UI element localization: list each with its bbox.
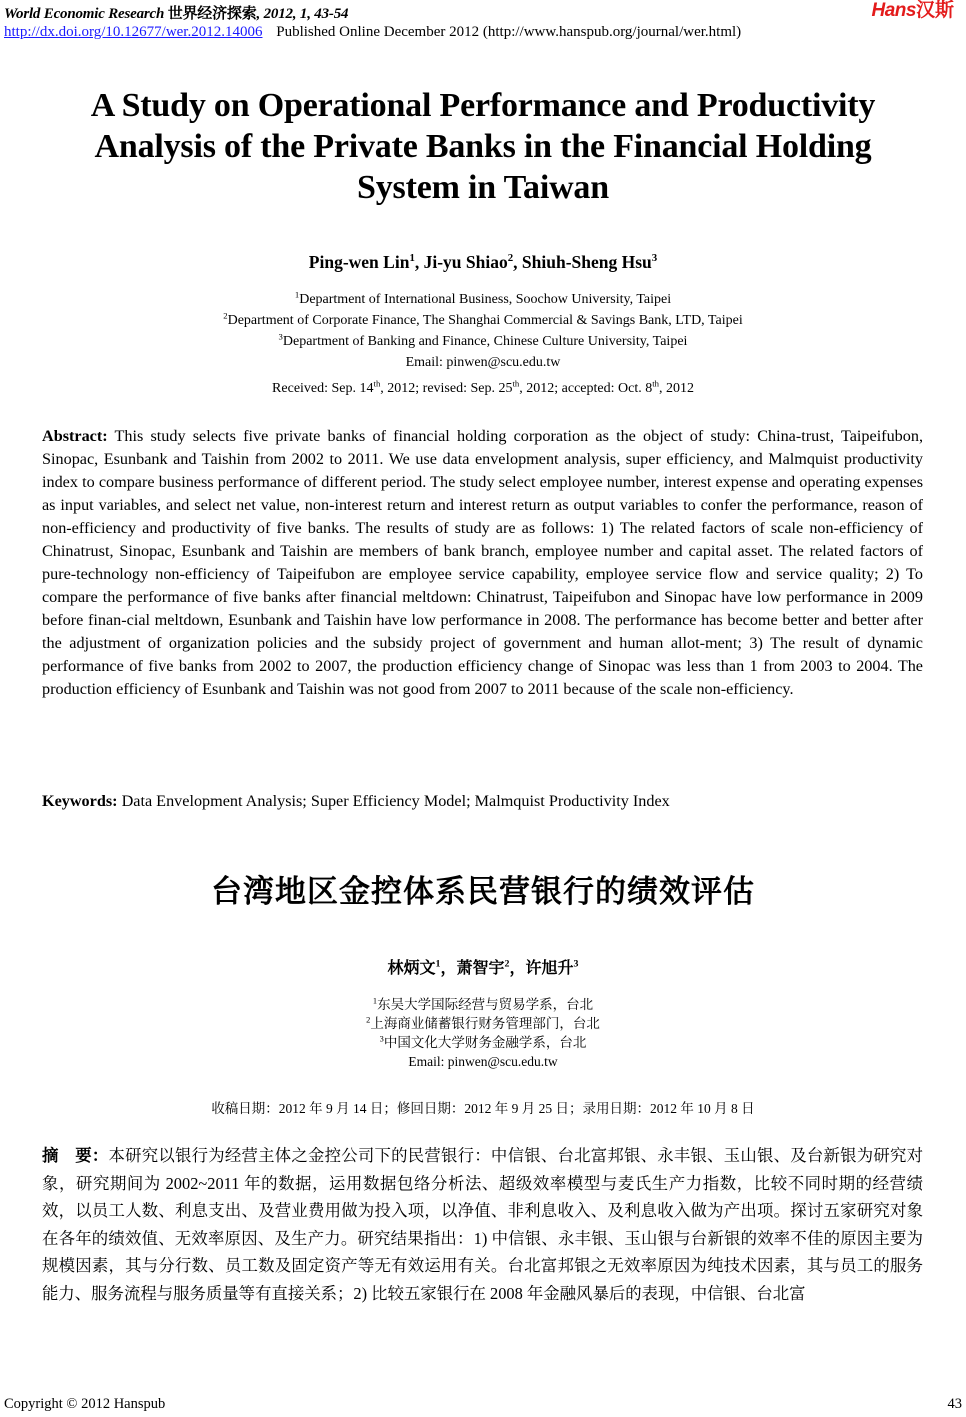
journal-header	[4, 2, 348, 23]
abstract-cn	[42, 1142, 923, 1308]
author-name: Shiuh-Sheng Hsu	[521, 252, 652, 272]
author-name: Ping-wen Lin	[308, 252, 410, 272]
doi-link[interactable]: http://dx.doi.org/10.12677/wer.2012.14006	[4, 24, 263, 40]
affiliation-item-cn	[0, 1033, 966, 1052]
affiliation-mark: 3	[278, 331, 283, 342]
author-email-cn: Email: pinwen@scu.edu.tw	[408, 1054, 558, 1069]
author-separator: ，	[509, 960, 526, 977]
affiliation-mark: 1	[372, 996, 378, 1006]
affiliation-item	[0, 310, 966, 331]
keywords-en	[42, 792, 923, 811]
received-dates-cn: 收稿日期：2012 年 9 月 14 日；修回日期：2012 年 9 月 25 日；录用日期：2012 年 10 月 8 日	[211, 1101, 755, 1116]
author-separator: ，	[440, 960, 457, 977]
received-dates	[0, 378, 966, 397]
received-text: Received: Sep. 14	[272, 381, 374, 396]
abstract-body-cn: 本研究以银行为经营主体之金控公司下的民营银行：中信银、台北富邦银、永丰银、玉山银、及台新银为研究对象，研究期间为 2002~2011 年的数据，运用数据包络分析法、超级效率模型与麦氏生产力指数，比较不同时期的经营绩效，以员工人数、利息支出、及营业费用做为投入项，以净值、非利息收入、及利息收入做为产出项。探讨五家研究对象在各年的绩效值、无效率原因、及生产力。研究结果指出：1) 中信银、永丰银、玉山银与台新银的效率不佳的原因主要为规模因素，其与分行数、员工数及固定资产等无有效运用有关。台北富邦银之无效率原因为纯技术因素，其与员工的服务能力、服务流程与服务质量等有直接关系；2) 比较五家银行在 2008 年金融风暴后的表现，中信银、台北富	[42, 1146, 924, 1303]
author-list-cn	[0, 955, 966, 978]
affiliation-text: Department of International Business, Soochow University, Taipei	[299, 292, 672, 307]
abstract-body: This study selects five private banks of financial holding corporation as the object of study: China-trust, Taipeifubon, Sinopac, Esunbank and Taishin from 2002 to 2011. We use data envelopment analysis, super efficiency, and Malmquist productivity index to compare business performance of different period. The study select employee number, interest expense and operating expenses as input variables, and select net value, non-interest return and interest return as output variables to confer the performance, reason of non-efficiency and productivity of five banks. The results of study are as follows: 1) The related factors of scale non-efficiency of Chinatrust, Sinopac, Esunbank and Taishin are members of bank branch, employee number and capital asset. The related factors of pure-technology non-efficiency of Taipeifubon are employee service capability, employee service flow and service quality; 2) To compare the performance of five banks after financial meltdown: Chinatrust, Taipeifubon and Sinopac have low performance in 2009 before finan-cial meltdown, Esunbank and Taishin have low performance in 2008. The performance has become better and better after the adjustment of organization policies and the subsidy project of government and human allot-ment; 3) The result of dynamic performance of five banks from 2002 to 2007, the production efficiency change of Sinopac was less than 1 from 2003 to 2004. The production efficiency of Esunbank and Taishin was not good from 2007 to 2011 because of the scale non-efficiency.	[42, 427, 923, 698]
affiliation-mark: 2	[223, 310, 228, 321]
affiliation-item-cn	[0, 995, 966, 1014]
author-name-cn: 萧智宇	[456, 960, 505, 977]
year-text: , 2012	[658, 381, 694, 396]
publication-info	[4, 24, 741, 41]
affiliation-mark: 2	[366, 1015, 371, 1025]
author-affiliation-mark: 1	[409, 252, 415, 265]
page-number: 43	[947, 1396, 962, 1412]
author-separator: ,	[414, 252, 424, 272]
ordinal-suffix: th	[652, 378, 659, 389]
author-name: Ji-yu Shiao	[423, 252, 508, 272]
paper-title: A Study on Operational Performance and Productivity Analysis of the Private Banks in the Financial Holding System in Taiwan	[90, 87, 876, 206]
abstract-label: Abstract:	[42, 427, 108, 445]
published-online-note: Published Online December 2012 (http://www.hanspub.org/journal/wer.html)	[276, 24, 742, 40]
author-affiliation-mark: 3	[651, 252, 658, 265]
affiliation-mark: 1	[294, 289, 300, 300]
author-affiliation-mark: 1	[435, 958, 441, 970]
ordinal-suffix: th	[512, 378, 520, 389]
keywords-body: Data Envelopment Analysis; Super Efficiency Model; Malmquist Productivity Index	[117, 792, 670, 810]
affiliation-item	[0, 289, 966, 310]
affiliation-mark: 3	[379, 1034, 384, 1044]
author-name-cn: 林炳文	[387, 960, 436, 977]
affiliation-text: 上海商业储蓄银行财务管理部门，台北	[370, 1016, 600, 1031]
affiliation-list	[0, 289, 966, 373]
affiliation-text: 东吴大学国际经营与贸易学系，台北	[377, 997, 594, 1012]
revised-text: , 2012; revised: Sep. 25	[380, 381, 513, 396]
abstract-en	[42, 425, 923, 701]
affiliation-text: Department of Corporate Finance, The Shanghai Commercial & Savings Bank, LTD, Taipei	[227, 313, 743, 328]
author-list	[0, 252, 966, 273]
keywords-label: Keywords:	[42, 792, 118, 810]
journal-name-en: World Economic Research	[4, 6, 165, 22]
affiliation-item-cn	[0, 1014, 966, 1033]
author-email: Email: pinwen@scu.edu.tw	[405, 355, 561, 370]
accepted-text: , 2012; accepted: Oct. 8	[519, 381, 653, 396]
affiliation-list-cn	[0, 995, 966, 1071]
affiliation-text: 中国文化大学财务金融学系，台北	[383, 1035, 587, 1050]
paper-title-cn: 台湾地区金控体系民营银行的绩效评估	[211, 874, 755, 910]
publisher-logo	[872, 0, 954, 22]
logo-text-en: Hans	[871, 0, 916, 21]
author-separator: ,	[513, 252, 522, 272]
ordinal-suffix: th	[373, 378, 381, 389]
author-name-cn: 许旭升	[525, 960, 574, 977]
journal-name-cn: 世界经济探索	[167, 6, 257, 22]
abstract-label-cn: 摘 要：	[42, 1146, 109, 1165]
journal-citation: , 2012, 1, 43-54	[256, 6, 349, 22]
author-affiliation-mark: 2	[507, 252, 514, 265]
author-affiliation-mark: 3	[573, 958, 579, 970]
author-affiliation-mark: 2	[504, 958, 510, 970]
affiliation-text: Department of Banking and Finance, Chinese Culture University, Taipei	[282, 334, 688, 349]
copyright-notice: Copyright © 2012 Hanspub	[4, 1396, 166, 1412]
logo-text-cn: 汉斯	[915, 0, 954, 21]
affiliation-item	[0, 331, 966, 352]
